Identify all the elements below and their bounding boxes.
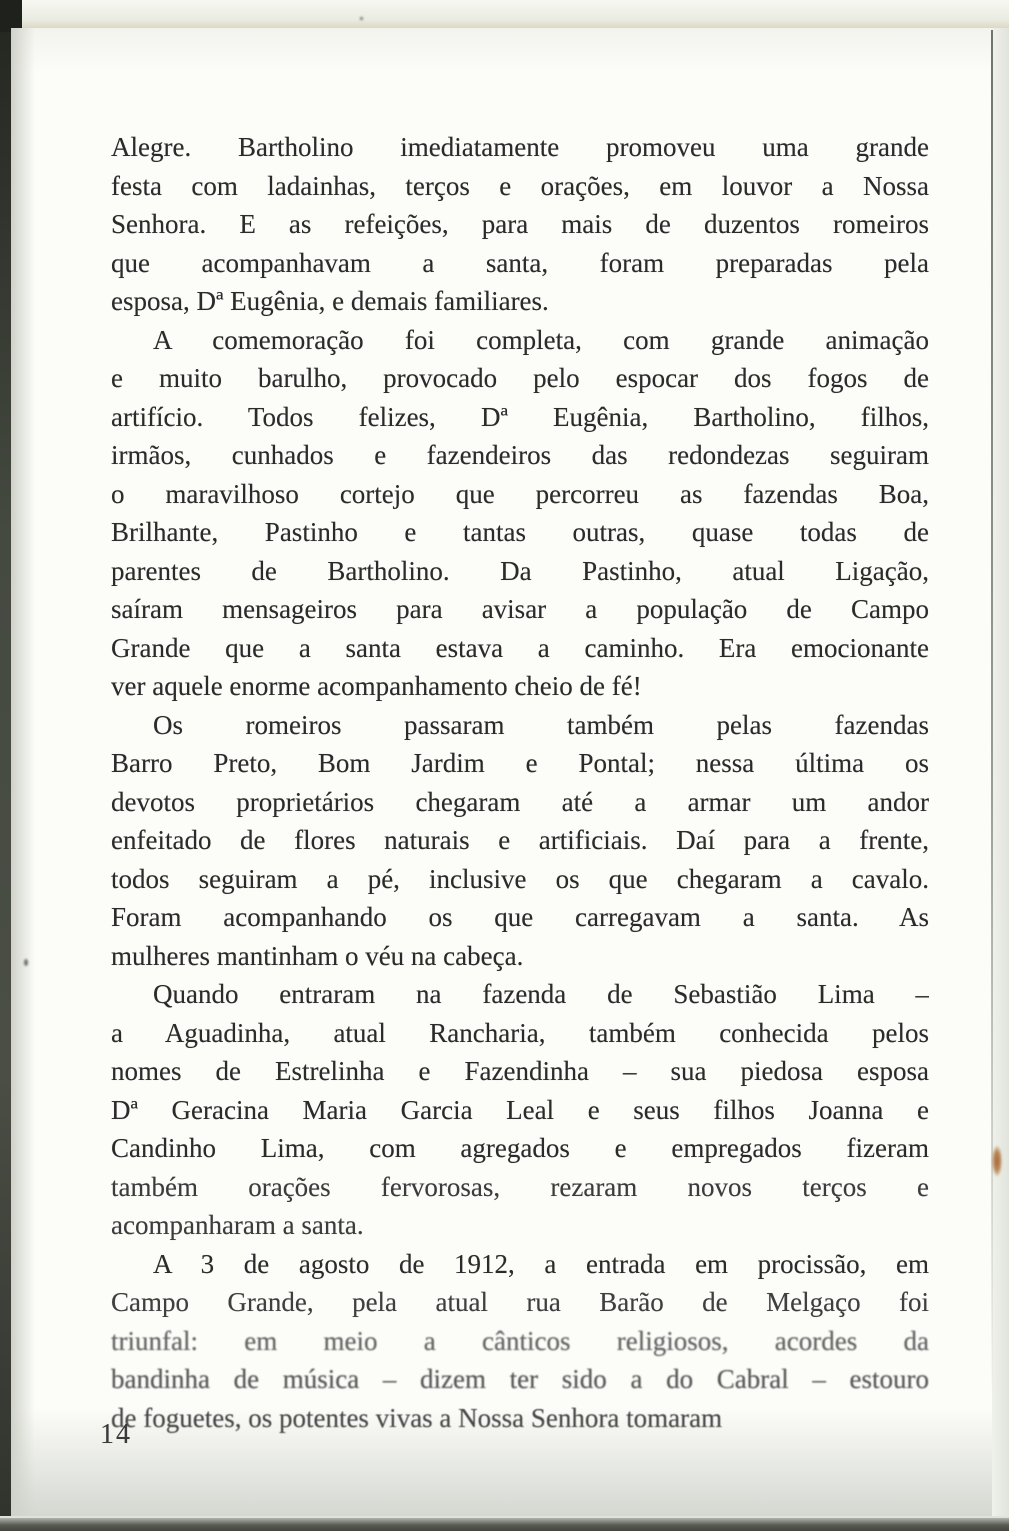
- text-line: Senhora. E as refeições, para mais de duzentos romeiros: [111, 209, 929, 239]
- page-edge-crease-line: [991, 30, 993, 1401]
- text-line: devotos proprietários chegaram até a armar um andor: [111, 786, 929, 817]
- text-line: saíram mensageiros para avisar a população de Campo: [111, 594, 929, 624]
- text-line: Candinho Lima, com agregados e empregados fizeram: [111, 1133, 929, 1163]
- text-line: triunfal: em meio a cânticos religiosos, acordes da: [111, 1325, 929, 1356]
- text-line: artifício. Todos felizes, Dª Eugênia, Bartholino, filhos,: [111, 401, 929, 432]
- text-line: Brilhante, Pastinho e tantas outras, quase todas de: [111, 517, 929, 547]
- scan-bottom-shadow: [0, 1516, 1009, 1531]
- text-line: ver aquele enorme acompanhamento cheio de fé!: [111, 671, 642, 701]
- text-line: bandinha de música – dizem ter sido a do Cabral – estouro: [111, 1364, 929, 1394]
- page-number: 14: [100, 1419, 132, 1450]
- text-line: Dª Geracina Maria Garcia Leal e seus filhos Joanna e: [111, 1094, 929, 1125]
- stain-mark: [992, 1146, 1002, 1176]
- text-line: esposa, Dª Eugênia, e demais familiares.: [111, 286, 549, 316]
- text-line: Campo Grande, pela atual rua Barão de Melgaço foi: [111, 1287, 929, 1317]
- text-line: a Aguadinha, atual Rancharia, também conhecida pelos: [111, 1017, 929, 1048]
- paragraph: [111, 706, 929, 976]
- text-line: que acompanhavam a santa, foram preparadas pela: [111, 247, 929, 278]
- text-line: Foram acompanhando os que carregavam a santa. As: [111, 902, 929, 932]
- scan-speck: [24, 959, 28, 966]
- text-line: enfeitado de flores naturais e artificiais. Daí para a frente,: [111, 825, 929, 855]
- text-line: e muito barulho, provocado pelo espocar dos fogos de: [111, 363, 929, 393]
- text-line: o maravilhoso cortejo que percorreu as fazendas Boa,: [111, 478, 929, 509]
- text-line: irmãos, cunhados e fazendeiros das redondezas seguiram: [111, 440, 929, 470]
- paragraph: [111, 975, 929, 1245]
- text-line: acompanharam a santa.: [111, 1210, 364, 1240]
- text-block: [111, 128, 929, 1437]
- text-line: mulheres mantinham o véu na cabeça.: [111, 940, 524, 971]
- paragraph: [111, 128, 929, 321]
- text-line: Barro Preto, Bom Jardim e Pontal; nessa última os: [111, 748, 929, 778]
- scan-speck: [360, 17, 363, 20]
- text-line: Grande que a santa estava a caminho. Era emocionante: [111, 632, 929, 663]
- text-line: parentes de Bartholino. Da Pastinho, atual Ligação,: [111, 555, 929, 586]
- book-binding-shadow: [0, 0, 11, 1531]
- paragraph: [111, 1245, 929, 1438]
- text-line: também orações fervorosas, rezaram novos terços e: [111, 1171, 929, 1202]
- text-line: nomes de Estrelinha e Fazendinha – sua piedosa esposa: [111, 1056, 929, 1086]
- text-line: de foguetes, os potentes vivas a Nossa Senhora tomaram: [111, 1402, 723, 1433]
- paragraph: [111, 321, 929, 706]
- scan-top-band: [0, 0, 1009, 30]
- text-line: todos seguiram a pé, inclusive os que chegaram a cavalo.: [111, 863, 929, 894]
- text-line: Quando entraram na fazenda de Sebastião Lima –: [153, 979, 929, 1009]
- text-line: A comemoração foi completa, com grande animação: [153, 324, 929, 355]
- text-line: Os romeiros passaram também pelas fazendas: [153, 709, 929, 740]
- book-page: [11, 28, 1009, 1518]
- text-line: festa com ladainhas, terços e orações, em louvor a Nossa: [111, 170, 929, 201]
- text-line: A 3 de agosto de 1912, a entrada em procissão, em: [153, 1248, 929, 1279]
- page-right-edge: [992, 28, 1009, 1518]
- text-line: Alegre. Bartholino imediatamente promoveu uma grande: [111, 132, 929, 162]
